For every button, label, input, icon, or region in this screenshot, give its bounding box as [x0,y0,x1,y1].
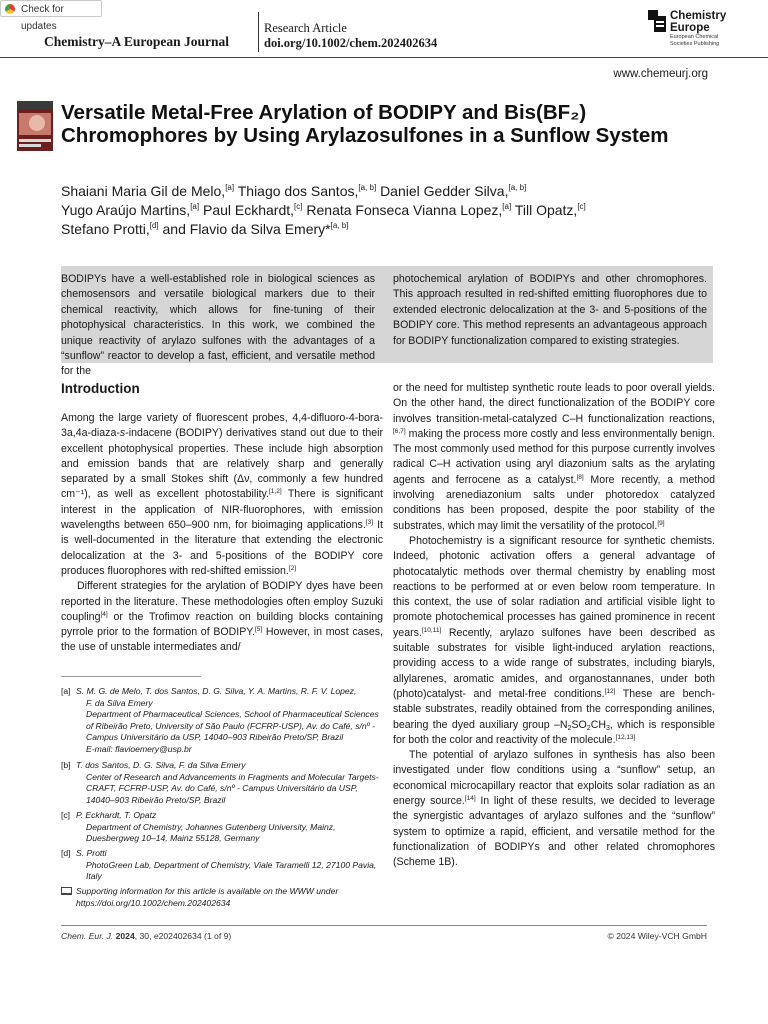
author: Yugo Araújo Martins,[a] [61,202,200,218]
journal-cover-thumbnail[interactable] [17,101,53,151]
affiliation-b: [b] T. dos Santos, D. G. Silva, F. da Silva Emery Center of Research and Advancements in Fragments and Molecular Targets-CRAFT, FCFRP-USP, Av. do Café, s/nº - Campus Universitário da USP, 14040–903 Ribeirão Preto/SP, Brazil [61,760,379,805]
paragraph: Among the large variety of fluorescent probes, 4,4-difluoro-4-bora-3a,4a-diaza-s-indacene (BODIPY) derivatives stand out due to their excellent photophysical properties. These include high absorption and emission bands that are relatively sharp and generally separated by a small Stokes shift (Δν, commonly a few hundred cm⁻¹), as well as excellent photostability.[1,2] There is significant interest in the application of NIR-fluorophores, with emission wavelengths between 650–900 nm, for bioimaging applications.[3] It is well-documented in the literature that extending the electronic delocalization at the 3- and 5-positions of the BODIPY core produces fluorophores with red-shifted emission.[2] [61,412,384,577]
author: Stefano Protti,[d] [61,221,159,237]
paragraph: Photochemistry is a significant resource for synthetic chemists. Indeed, photonic activation offers a general advantage of photocatalytic methods over thermal chemistry by enabling most reactions to be performed at or even below room temperature. In this context, the use of solar radiation and artificial visible light to promote photochemical processes has gained prominence in recent years.[10,11] Recently, arylazo sulfones have been described as suitable substrates for visible light-induced arylation reactions, providing access to a wide range of substrates, including biaryls, allylarenes, aromatic amides, and organostannanes, under both (photo)catalyst- and metal-free conditions.[12] These are bench-stable substrates, readily obtained from the corresponding anilines, bearing the dyed auxiliary group $-N_2SO_2CH_3$, which is responsible for both the color and reactivity of the molecule.[12,13] [393,534,716,746]
supporting-text[interactable]: Supporting information for this article is available on the WWW under https://doi.org/10.1002/chem.202402634 [76,886,339,908]
body-right-column [393,381,715,871]
affiliation-d: [d] S. Protti PhotoGreen Lab, Department of Chemistry, Viale Taramelli 12, 27100 Pavia, Italy [61,848,377,882]
footer-rule [61,925,707,926]
doi-link[interactable]: doi.org/10.1002/chem.202402634 [264,36,438,50]
check-for-updates-button[interactable] [0,0,102,32]
publisher-logo-text: Chemistry Europe [670,10,727,34]
author: Daniel Gedder Silva,[a, b] [380,183,527,199]
author: and Flavio da Silva Emery*[a, b] [162,221,349,237]
chemistry-europe-logo-icon [648,10,666,32]
body-left-column [61,411,383,656]
check-for-updates-label: Check for updates [21,4,64,32]
journal-name: Chemistry–A European Journal [44,34,230,49]
crossmark-icon [5,4,15,14]
author: Renata Fonseca Vianna Lopez,[a] [306,202,512,218]
abstract-box [61,266,713,378]
supporting-information-note [61,886,383,909]
footer-copyright: © 2024 Wiley-VCH GmbH [607,931,707,941]
publisher-subtext: European Chemical Societies Publishing [670,34,720,47]
header-divider [258,12,259,52]
article-type: Research Article [264,21,347,35]
paragraph: Different strategies for the arylation of BODIPY dyes have been reported in the literature. These methodologies often employ Suzuki coupling[4] or the Trofimov reaction on building blocks containing pyrrole prior to the formation of BODIPY.[5] However, in most cases, the use of unstable intermediates and/ [61,580,383,654]
affiliation-c: [c] P. Eckhardt, T. Opatz Department of Chemistry, Johannes Gutenberg University, Mainz, Duesbergweg 10–14, Mainz 55128, Germany [61,810,336,844]
paragraph: The potential of arylazo sulfones in synthesis has also been investigated under flow conditions using a “sunflow” setup, an economical microcapillary reactor that exploits solar radiation as an energy source.[14] In light of these results, we decided to leverage the synergistic advantages of arylazo sulfones and the “sunflow” system to optimize a rapid, efficient, and versatile method for the functionalization of BODIPYs and other related chromophores (Scheme 1B). [393,749,716,869]
author: Thiago dos Santos,[a, b] [237,183,377,199]
author: Shaiani Maria Gil de Melo,[a] [61,183,235,199]
paragraph: or the need for multistep synthetic route leads to poor overall yields. On the other hand, the direct functionalization of the BODIPY core involves transition-metal-catalyzed C–H functionalization reactions,[6,7] making the process more costly and less environmentally benign. The most commonly used method for this purpose currently involves radical C–H activation using aryl diazonium salts as the arylating agents and ferrocene as a catalyst.[8] More recently, a method involving arenediazonium salts under photoredox catalyzed conditions has been proposed, despite the poor stability of the substrates, which may limit the versatility of the protocol.[9] [393,382,715,532]
article-title: Versatile Metal-Free Arylation of BODIPY and Bis(BF₂) Chromophores by Using Arylazosulfones in a Sunflow System [61,101,669,147]
author: Paul Eckhardt,[c] [202,202,303,218]
footnote-rule [61,676,201,677]
journal-website-link[interactable]: www.chemeurj.org [613,68,708,80]
footer-citation: Chem. Eur. J. 2024, 30, e202402634 (1 of 9) [61,931,232,941]
abstract-right: photochemical arylation of BODIPYs and other chromophores. This approach resulted in red-shifted emitting fluorophores due to extended electronic delocalization at the 3- and 5-positions of the BODIPY core. This method represents an advantageous approach for BODIPY functionalization compared to existing strategies. [393,273,707,347]
abstract-left: BODIPYs have a well-established role in biological sciences as chemosensors and versatile biological markers due to their chemical reactivity, which allows for fine-tuning of their photophysical characteristics. In this work, we combined the unique reactivity of arylazo sulfones with the advantages of a “sunflow” reactor to develop a fast, efficient, and versatile method for the [61,273,375,378]
author: Till Opatz,[c] [514,202,586,218]
header-rule [0,57,768,58]
computer-icon [61,887,72,895]
affiliation-a: [a] S. M. G. de Melo, T. dos Santos, D. G. Silva, Y. A. Martins, R. F. V. Lopez, F. da Silva Emery Department of Pharmaceutical Sciences, School of Pharmaceutical Sciences of Ribeirão Preto, University of São Paulo (FCFRP-USP), Av. do Café, s/nº - Campus Universitário da USP, 14040–903 Ribeirão Preto/SP, Brazil E-mail: flavioemery@usp.br [61,686,379,754]
author-list [61,182,721,239]
section-heading-introduction: Introduction [61,381,140,396]
